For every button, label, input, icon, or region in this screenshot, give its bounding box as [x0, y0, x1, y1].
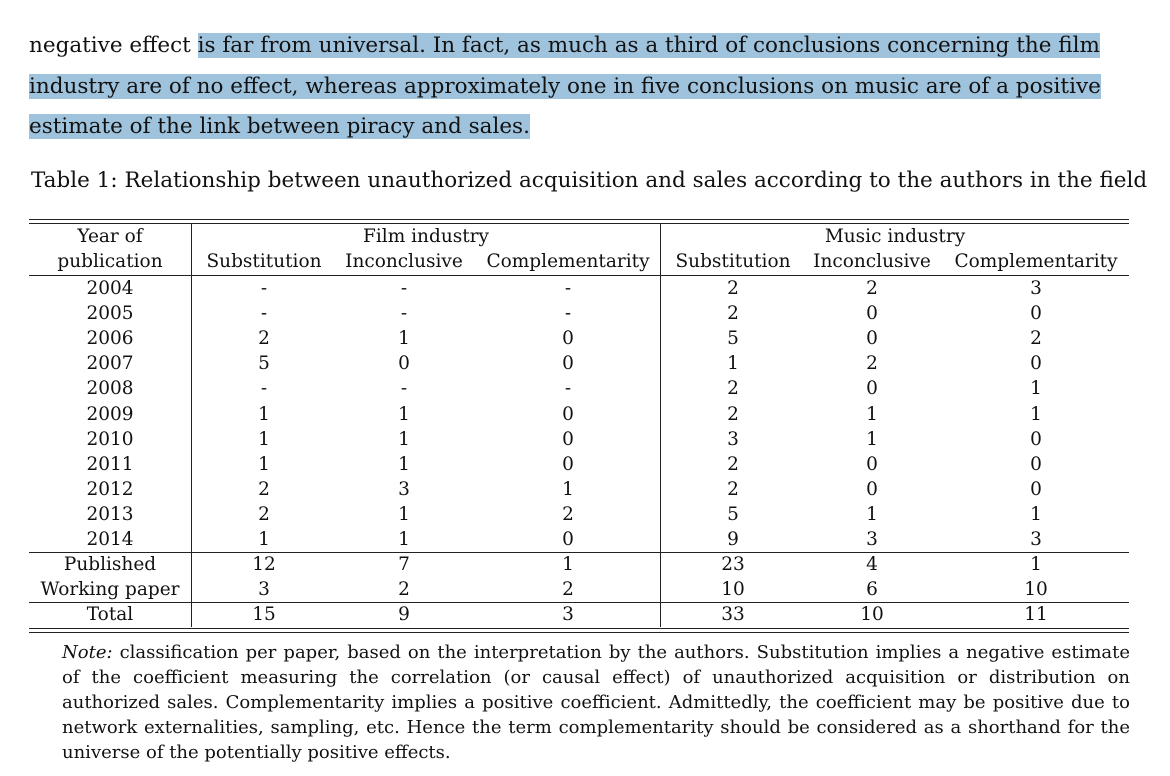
film-substitution-cell: 15	[252, 604, 276, 625]
year-cell: 2007	[86, 353, 134, 375]
year-cell: 2006	[86, 328, 134, 350]
paragraph-line-3	[29, 107, 530, 147]
note-text: classification per paper, based on the interpretation by the authors. Substitution implies a negative estimate of the coefficient measuring the correlation (or causal effect) of unauthorized acquisition or distribution on authorized sales. Complementarity implies a positive coefficient. Admittedly, the coefficient may be positive due to network externalities, sampling, etc. Hence the term complementarity should be considered as a shorthand for the universe of the potentially positive effects.	[62, 642, 1130, 763]
music-substitution-cell: 2	[727, 403, 739, 425]
music-complementarity-cell: 0	[1030, 303, 1042, 325]
film-inconclusive-cell: 1	[398, 428, 410, 450]
music-complementarity-cell: 0	[1030, 428, 1042, 450]
music-complementarity-cell: 11	[1024, 604, 1048, 625]
film-inconclusive-cell: 1	[398, 328, 410, 350]
table-caption: Table 1: Relationship between unauthorized acquisition and sales according to the authors in the field	[31, 168, 1148, 193]
year-cell: 2008	[86, 378, 134, 400]
film-substitution-cell: 1	[258, 529, 270, 550]
film-complementarity-cell: 2	[562, 503, 574, 525]
year-cell: Working paper	[40, 579, 180, 600]
music-substitution-cell: 1	[727, 353, 739, 375]
film-inconclusive-cell: 2	[398, 579, 410, 600]
music-inconclusive-cell: 6	[866, 579, 878, 600]
film-complementarity-cell: 0	[562, 353, 574, 375]
film-inconclusive-cell: 1	[398, 503, 410, 525]
film-substitution-cell: 2	[258, 503, 270, 525]
film-inconclusive-cell: -	[400, 303, 408, 325]
film-inconclusive-cell: 9	[398, 604, 410, 625]
music-complementarity-header: Complementarity	[954, 251, 1118, 272]
music-substitution-cell: 23	[721, 554, 745, 575]
film-complementarity-cell: 0	[562, 403, 574, 425]
film-substitution-cell: 12	[252, 554, 276, 575]
table-note	[62, 640, 1130, 765]
year-cell: 2009	[86, 403, 134, 425]
film-inconclusive-cell: 1	[398, 403, 410, 425]
music-complementarity-cell: 1	[1030, 403, 1042, 425]
top-rule	[29, 219, 1129, 220]
music-substitution-cell: 33	[721, 604, 745, 625]
bottom-rule	[29, 628, 1129, 629]
column-divider	[191, 224, 192, 627]
film-complementarity-cell: -	[564, 378, 572, 400]
film-complementarity-cell: 0	[562, 328, 574, 350]
music-complementarity-cell: 1	[1030, 503, 1042, 525]
music-inconclusive-cell: 10	[860, 604, 884, 625]
film-complementarity-cell: -	[564, 278, 572, 299]
year-cell: 2004	[86, 278, 134, 299]
music-complementarity-cell: 1	[1030, 378, 1042, 400]
note-label: Note:	[62, 642, 113, 663]
music-substitution-cell: 2	[727, 478, 739, 500]
film-inconclusive-cell: 0	[398, 353, 410, 375]
film-substitution-cell: -	[260, 278, 268, 299]
year-cell: 2014	[86, 529, 134, 550]
year-header-line2: publication	[57, 251, 163, 272]
film-substitution-header: Substitution	[206, 251, 322, 272]
film-substitution-cell: 2	[258, 478, 270, 500]
music-complementarity-cell: 3	[1030, 278, 1042, 299]
year-header-line1: Year of	[77, 226, 143, 247]
film-substitution-cell: 1	[258, 453, 270, 475]
film-inconclusive-header: Inconclusive	[345, 251, 463, 272]
selected-text-2[interactable]: industry are of no effect, whereas approximately one in five conclusions on music are of a positive	[29, 74, 1101, 99]
film-substitution-cell: 3	[258, 579, 270, 600]
paragraph-line-2	[29, 67, 1101, 107]
music-substitution-header: Substitution	[675, 251, 791, 272]
music-complementarity-cell: 0	[1030, 478, 1042, 500]
music-substitution-cell: 2	[727, 303, 739, 325]
music-inconclusive-cell: 1	[866, 428, 878, 450]
year-cell: Total	[86, 604, 134, 625]
music-inconclusive-cell: 0	[866, 303, 878, 325]
film-inconclusive-cell: -	[400, 278, 408, 299]
paragraph-line-1	[29, 26, 1100, 66]
bottom-rule-inner	[29, 632, 1129, 633]
film-substitution-cell: 2	[258, 328, 270, 350]
music-complementarity-cell: 1	[1030, 554, 1042, 575]
film-complementarity-cell: 1	[562, 554, 574, 575]
film-substitution-cell: 1	[258, 403, 270, 425]
music-inconclusive-cell: 0	[866, 328, 878, 350]
film-complementarity-cell: 3	[562, 604, 574, 625]
film-complementarity-cell: -	[564, 303, 572, 325]
film-group-header: Film industry	[363, 226, 489, 247]
music-inconclusive-cell: 2	[866, 278, 878, 299]
year-cell: 2010	[86, 428, 134, 450]
music-complementarity-cell: 0	[1030, 453, 1042, 475]
music-group-header: Music industry	[824, 226, 966, 247]
film-substitution-cell: -	[260, 378, 268, 400]
music-complementarity-cell: 3	[1030, 529, 1042, 550]
film-complementarity-cell: 0	[562, 453, 574, 475]
film-inconclusive-cell: 3	[398, 478, 410, 500]
music-substitution-cell: 5	[727, 503, 739, 525]
year-cell: 2013	[86, 503, 134, 525]
music-inconclusive-cell: 0	[866, 478, 878, 500]
music-inconclusive-cell: 0	[866, 453, 878, 475]
film-substitution-cell: -	[260, 303, 268, 325]
music-inconclusive-cell: 2	[866, 353, 878, 375]
music-inconclusive-cell: 1	[866, 503, 878, 525]
film-complementarity-cell: 1	[562, 478, 574, 500]
music-substitution-cell: 10	[721, 579, 745, 600]
music-substitution-cell: 2	[727, 453, 739, 475]
film-inconclusive-cell: 1	[398, 453, 410, 475]
music-inconclusive-cell: 1	[866, 403, 878, 425]
music-complementarity-cell: 2	[1030, 328, 1042, 350]
unselected-text: negative effect	[29, 33, 198, 58]
column-divider	[660, 224, 661, 627]
selected-text-3[interactable]: estimate of the link between piracy and sales.	[29, 114, 530, 139]
music-inconclusive-header: Inconclusive	[813, 251, 931, 272]
film-inconclusive-cell: 1	[398, 529, 410, 550]
film-substitution-cell: 5	[258, 353, 270, 375]
music-substitution-cell: 5	[727, 328, 739, 350]
film-substitution-cell: 1	[258, 428, 270, 450]
music-inconclusive-cell: 0	[866, 378, 878, 400]
film-inconclusive-cell: 7	[398, 554, 410, 575]
music-substitution-cell: 2	[727, 378, 739, 400]
film-complementarity-header: Complementarity	[486, 251, 650, 272]
year-cell: Published	[63, 554, 157, 575]
music-inconclusive-cell: 4	[866, 554, 878, 575]
film-complementarity-cell: 2	[562, 579, 574, 600]
year-cell: 2012	[86, 478, 134, 500]
film-complementarity-cell: 0	[562, 428, 574, 450]
music-substitution-cell: 2	[727, 278, 739, 299]
film-complementarity-cell: 0	[562, 529, 574, 550]
music-complementarity-cell: 10	[1024, 579, 1048, 600]
film-inconclusive-cell: -	[400, 378, 408, 400]
year-cell: 2005	[86, 303, 134, 325]
music-inconclusive-cell: 3	[866, 529, 878, 550]
selected-text-1[interactable]: is far from universal. In fact, as much as a third of conclusions concerning the film	[197, 33, 1100, 58]
music-complementarity-cell: 0	[1030, 353, 1042, 375]
data-table	[29, 219, 1129, 639]
year-cell: 2011	[86, 453, 134, 475]
music-substitution-cell: 9	[727, 529, 739, 550]
music-substitution-cell: 3	[727, 428, 739, 450]
